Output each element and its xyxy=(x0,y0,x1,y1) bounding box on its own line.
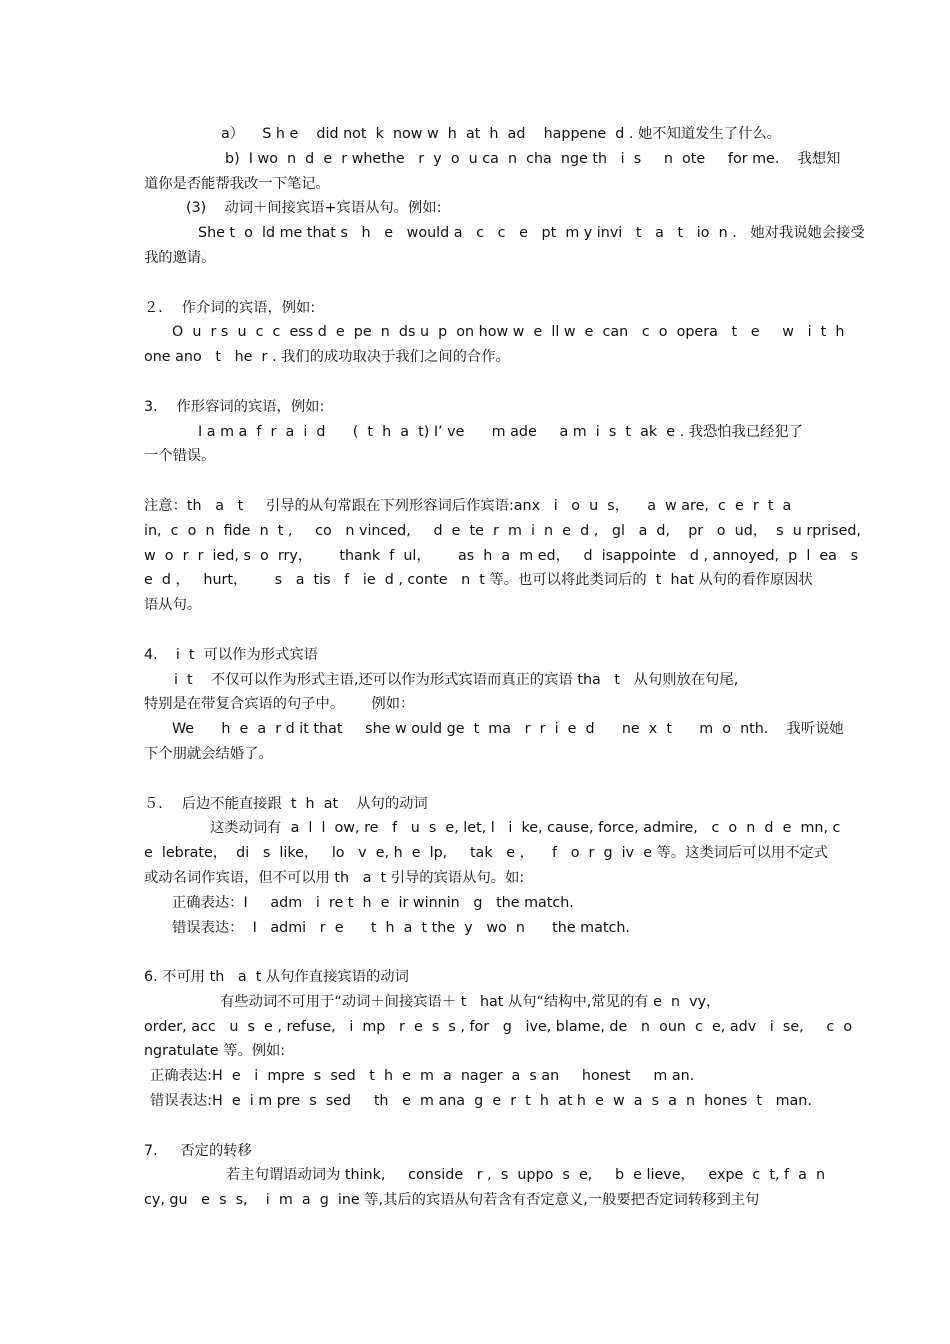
spacer xyxy=(144,940,810,965)
spacer xyxy=(144,618,810,643)
example-a-line: a） S h e did not k now w h at h ad happene d . 她不知道发生了什么。 xyxy=(221,126,781,142)
section-5-paragraph-line: e lebrate， di s like， lo v e, h e lp, tak e ， f o r g iv e 等。这类词后可以用不定式 xyxy=(144,845,829,862)
example-b-line: b) I wo n d e r whethe r y o u ca n cha nge th i s n ote for me. 我想知 xyxy=(225,150,841,167)
section-6-paragraph-line: order, acc u s e , refuse, i mp r e s s , for g ive, blame, de n oun c e, adv i se, c o xyxy=(144,1018,853,1035)
wrong-expression-line: 错误表达： I admi r e t h a t the y wo n the match. xyxy=(172,919,630,936)
note-paragraph-line: 语从句。 xyxy=(144,597,202,614)
spacer xyxy=(144,469,810,494)
section-4-example-continuation: 下个朋就会结婚了。 xyxy=(144,745,273,762)
rule-3-example-continuation: 我的邀请。 xyxy=(144,249,216,266)
spacer xyxy=(144,1114,810,1139)
section-4-paragraph-line: 特别是在带复合宾语的句子中。 例如： xyxy=(144,696,415,713)
document-page xyxy=(144,122,865,1213)
section-7-paragraph-line: 若主句谓语动词为 think, conside r , s uppo s e, b e lieve， expe c t, f a n xyxy=(226,1167,826,1184)
section-4-heading: 4. i t 可以作为形式宾语 xyxy=(144,646,318,663)
note-paragraph-line: in, c o n fide n t , co n vinced, d e te r m i n e d , gl a d, pr o ud， s u rprised, xyxy=(144,522,861,539)
spacer xyxy=(144,767,810,792)
section-5-paragraph-line: 这类动词有 a l l ow, re f u s e, let, l i ke, cause, force, admire, c o n d e mn, c xyxy=(210,820,841,837)
example-b-continuation: 道你是否能帮我改一下笔记。 xyxy=(144,175,330,192)
correct-expression-line: 正确表达:H e i mpre s sed t h e m a nager a s an honest m an. xyxy=(150,1068,695,1085)
section-2-example-continuation: one ano t he r . 我们的成功取决于我们之间的合作。 xyxy=(144,349,510,366)
section-6-paragraph-line: 有些动词不可用于“动词＋间接宾语＋ t hat 从句“结构中,常见的有 e n vy， xyxy=(220,993,721,1010)
wrong-expression-line: 错误表达:H e i m pre s sed th e m ana g e r t h at h e w a s a n hones t man. xyxy=(150,1093,812,1110)
section-3-heading: 3． 作形容词的宾语，例如: xyxy=(144,398,325,415)
correct-expression-line: 正确表达：I adm i re t h e ir winnin g the match. xyxy=(172,894,574,911)
section-2-heading: ２． 作介词的宾语，例如: xyxy=(144,299,316,316)
section-5-heading: ５． 后边不能直接跟 t h at 从句的动词 xyxy=(144,795,428,812)
note-paragraph-line: 注意：th a t 引导的从句常跟在下列形容词后作宾语:anx i o u s， a w are, c e r t a xyxy=(144,497,792,514)
section-2-example: O u r s u c c ess d e pe n ds u p on how w e ll w e can c o opera t e w i t h xyxy=(172,324,845,341)
section-3-example: I a m a f r a i d ( t h a t) I’ ve m ade a m i s t ak e . 我恐怕我已经犯了 xyxy=(198,423,804,440)
section-6-heading: 6. 不可用 th a t 从句作直接宾语的动词 xyxy=(144,969,409,986)
rule-3-example: She t o ld me that s h e would a c c e pt m y invi t a t io n . 她对我说她会接受 xyxy=(198,225,865,242)
section-4-example: We h e a r d it that she w ould ge t ma r r i e d ne x t m o nth. 我听说她 xyxy=(172,721,844,738)
spacer xyxy=(144,271,810,296)
section-7-paragraph-line: cy, gu e s s, i m a g ine 等,其后的宾语从句若含有否定意义,一般要把否定词转移到主句 xyxy=(144,1192,760,1209)
section-7-heading: 7. 否定的转移 xyxy=(144,1142,252,1159)
rule-3-heading: (3) 动词＋间接宾语+宾语从句。例如: xyxy=(186,200,442,217)
section-5-paragraph-line: 或动名词作宾语，但不可以用 th a t 引导的宾语从句。如: xyxy=(144,869,525,886)
note-paragraph-line: e d ， hurt， s a tis f ie d , conte n t 等。也可以将此类词后的 t hat 从句的看作原因状 xyxy=(144,572,813,589)
note-paragraph-line: w o r r ied, s o rry， thank f ul， as h a m ed， d isappointe d , annoyed, p l ea s xyxy=(144,547,859,564)
section-3-example-continuation: 一个错误。 xyxy=(144,448,216,465)
section-4-paragraph-line: i t 不仅可以作为形式主语,还可以作为形式宾语而真正的宾语 tha t 从句则放在句尾, xyxy=(174,671,739,688)
spacer xyxy=(144,370,810,395)
section-6-paragraph-line: ngratulate 等。例如: xyxy=(144,1043,286,1060)
